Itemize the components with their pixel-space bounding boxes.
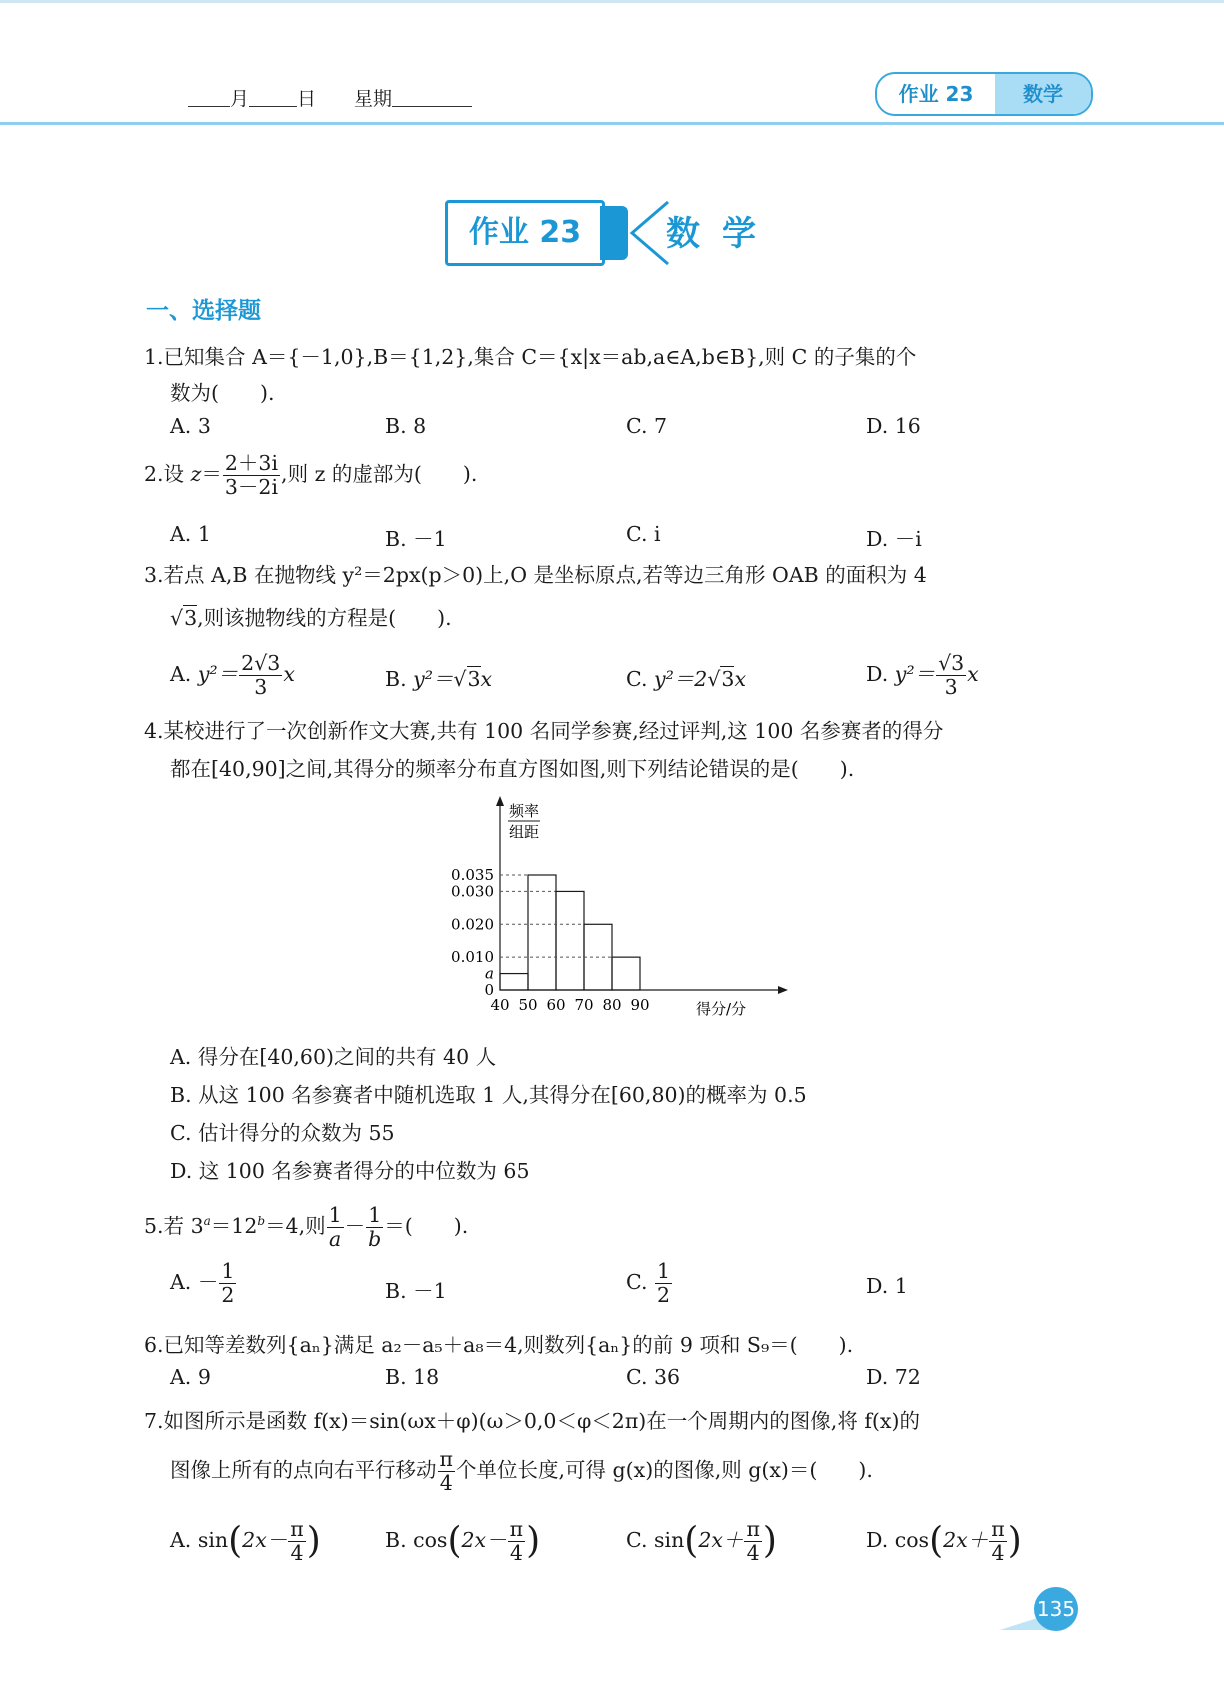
q5-c-num: 1 [657, 1259, 671, 1283]
page-number: 135 [1034, 1587, 1078, 1631]
q5-option-d: D. 1 [866, 1274, 908, 1298]
q5-sup-b: b [257, 1214, 266, 1229]
q4-line2: 都在[40,90]之间,其得分的频率分布直方图如图,则下列结论错误的是( ). [170, 757, 855, 781]
q3-c-label: C. [626, 667, 654, 691]
q3-d-var: x [967, 661, 979, 686]
q1-line2: 数为( ). [170, 381, 275, 405]
date-line [188, 84, 472, 111]
q7-a-lp: ( [228, 1520, 243, 1562]
q3-line1: 3.若点 A,B 在抛物线 y²＝2px(p＞0)上,O 是坐标原点,若等边三角形 OAB 的面积为 4 [144, 563, 927, 587]
q7-option-c [626, 1518, 777, 1565]
q7-d-lp: ( [929, 1520, 944, 1562]
q7-c-rp: ) [762, 1520, 777, 1562]
header-tag-subject: 数学 [995, 74, 1091, 114]
q5-a-frac [219, 1260, 236, 1307]
q6-option-c: C. 36 [626, 1365, 681, 1389]
title-subject: 数学 [666, 214, 778, 254]
q7-a-rp: ) [306, 1520, 321, 1562]
q7-b-four: 4 [509, 1540, 523, 1565]
q7-c-label: C. sin [626, 1527, 685, 1552]
weekday-blank [392, 106, 472, 107]
y-axis-arrow-icon [496, 796, 504, 806]
q3-option-a [170, 652, 295, 699]
q7-line2-den: 4 [439, 1470, 453, 1495]
q2-option-d: D. －i [866, 527, 922, 551]
day-blank [249, 106, 297, 107]
q2-eq: ＝ [201, 461, 222, 486]
x-axis-arrow-icon [778, 986, 788, 994]
histogram-chart [440, 790, 820, 1030]
month-label: 月 [230, 88, 250, 110]
q7-c-pi: π [746, 1517, 760, 1541]
q3-a-lhs: y²＝ [197, 661, 239, 686]
q7-c-frac [744, 1518, 761, 1565]
q2-stem [144, 452, 477, 499]
q4-line1: 4.某校进行了一次创新作文大赛,共有 100 名同学参赛,经过评判,这 100 名参赛者的得分 [144, 719, 944, 743]
q3-b-var: x [480, 667, 493, 691]
q5-post: ＝( ). [384, 1213, 469, 1238]
q3-option-d [866, 652, 979, 699]
q7-b-lp: ( [447, 1520, 462, 1562]
q7-c-in: 2x＋ [698, 1527, 744, 1552]
q1-option-a: A. 3 [170, 414, 211, 438]
q7-b-pi: π [509, 1517, 524, 1541]
q3-a-var: x [283, 661, 295, 686]
q7-a-in: 2x－ [242, 1527, 288, 1552]
q3-root: 3 [184, 606, 198, 630]
q3-d-num: √3 [938, 651, 965, 675]
q1-option-d: D. 16 [866, 414, 921, 438]
q5-f2-num: 1 [366, 1204, 383, 1228]
q2-var: z [190, 461, 202, 486]
q3-c-root: 3 [721, 667, 735, 691]
y-tick-label: a [485, 964, 494, 983]
q7-line2-frac [438, 1448, 455, 1495]
q5-option-a [170, 1260, 237, 1307]
q5-mid2: ＝4,则 [265, 1213, 326, 1238]
x-tick-label: 80 [602, 996, 622, 1014]
q4-option-a: A. 得分在[40,60)之间的共有 40 人 [170, 1045, 497, 1069]
q7-b-frac [508, 1518, 525, 1565]
q1-option-c: C. 7 [626, 414, 668, 438]
q7-option-b [385, 1518, 540, 1565]
q7-a-label: A. sin [170, 1527, 229, 1552]
title-badge: 作业 23 [445, 200, 605, 266]
y-tick-label: 0.030 [451, 882, 494, 901]
q7-line2-num: π [439, 1447, 453, 1471]
q7-b-in: 2x－ [461, 1527, 507, 1552]
q5-minus: － [344, 1213, 366, 1238]
q3-line2-text: ,则该抛物线的方程是( ). [197, 606, 452, 630]
histogram-bar [612, 957, 640, 990]
q7-a-four: 4 [290, 1540, 304, 1565]
q4-option-b: B. 从这 100 名参赛者中随机选取 1 人,其得分在[60,80)的概率为 0.5 [170, 1083, 807, 1107]
q7-a-pi: π [290, 1517, 304, 1541]
x-tick-label: 50 [518, 996, 538, 1014]
q2-option-c: C. i [626, 522, 661, 546]
q3-line2 [170, 601, 452, 631]
y-tick-label: 0.035 [451, 866, 494, 884]
y-label-top: 频率 [508, 802, 540, 820]
q5-sup-a: a [203, 1214, 211, 1229]
q7-line1: 7.如图所示是函数 f(x)＝sin(ωx＋φ)(ω＞0,0＜φ＜2π)在一个周期内的图像,将 f(x)的 [144, 1409, 920, 1433]
q6-option-a: A. 9 [170, 1365, 211, 1389]
q5-option-c [626, 1260, 673, 1307]
q6-option-d: D. 72 [866, 1365, 921, 1389]
q5-f1-num: 1 [328, 1203, 342, 1227]
sqrt-icon: √ [170, 606, 184, 630]
title-badge-tab [600, 206, 628, 260]
q1-option-b: B. 8 [385, 414, 427, 438]
y-tick-label: 0.010 [451, 948, 494, 967]
q5-c-label: C. [626, 1269, 654, 1294]
q5-a-num: 1 [221, 1259, 235, 1283]
q3-option-c [626, 662, 746, 692]
q7-c-four: 4 [746, 1540, 760, 1565]
q7-c-lp: ( [684, 1520, 699, 1562]
y-tick-label: 0 [484, 981, 494, 999]
q3-b-root: 3 [467, 667, 481, 691]
q3-d-label: D. [866, 661, 895, 686]
q5-c-den: 2 [657, 1282, 671, 1307]
x-tick-label: 90 [630, 996, 650, 1014]
q3-a-frac [239, 652, 282, 699]
q3-d-lhs: y²＝ [894, 661, 936, 686]
header-tag-assignment: 作业 23 [898, 82, 974, 106]
q3-a-den: 3 [254, 674, 268, 699]
y-tick-label: 0.020 [451, 915, 494, 934]
q4-option-d: D. 这 100 名参赛者得分的中位数为 65 [170, 1159, 530, 1183]
q3-b-lhs: y²＝ [413, 667, 454, 691]
day-label: 日 [297, 88, 317, 110]
q2-fraction [223, 452, 280, 499]
q3-c-var: x [734, 667, 747, 691]
q7-b-rp: ) [526, 1520, 541, 1562]
q7-line2-post: 个单位长度,可得 g(x)的图像,则 g(x)＝( ). [455, 1457, 873, 1482]
header-rule [0, 122, 1224, 125]
weekday-label: 星期 [354, 88, 393, 110]
q2-option-b: B. －1 [385, 527, 447, 551]
q3-a-label: A. [170, 661, 198, 686]
q6-stem: 6.已知等差数列{aₙ}满足 a₂－a₅＋a₈＝4,则数列{aₙ}的前 9 项和 S₉＝( ). [144, 1333, 854, 1357]
q7-d-frac [989, 1518, 1006, 1565]
q3-d-frac [936, 652, 966, 699]
histogram-bar [556, 891, 584, 990]
q3-option-b [385, 662, 492, 692]
sqrt-icon: √ [707, 667, 721, 691]
y-label-bottom: 组距 [508, 823, 540, 841]
q7-d-rp: ) [1007, 1520, 1022, 1562]
q1-line1: 1.已知集合 A＝{－1,0},B＝{1,2},集合 C＝{x|x＝ab,a∈A,b∈B},则 C 的子集的个 [144, 345, 917, 369]
header-tag [875, 72, 1093, 116]
x-tick-label: 40 [490, 996, 510, 1014]
month-blank [188, 106, 230, 107]
q7-b-label: B. cos [385, 1527, 448, 1552]
q5-option-b: B. －1 [385, 1279, 447, 1303]
q4-option-c: C. 估计得分的众数为 55 [170, 1121, 395, 1145]
x-axis-label: 得分/分 [696, 1000, 747, 1018]
q7-line2 [170, 1448, 873, 1495]
sqrt-icon: √ [453, 667, 467, 691]
q5-mid: ＝12 [210, 1213, 258, 1238]
histogram-bar [528, 875, 556, 990]
q5-frac1 [327, 1204, 344, 1251]
q2-num: 2＋3i [224, 451, 279, 475]
q2-post: ,则 z 的虚部为( ). [281, 461, 478, 486]
q3-d-den: 3 [944, 674, 958, 699]
q5-frac2 [366, 1204, 383, 1251]
q5-c-frac [655, 1260, 672, 1307]
q7-a-frac [288, 1518, 305, 1565]
q3-c-lhs: y²＝2 [654, 667, 708, 691]
histogram-bar [500, 974, 528, 990]
section-heading: 一、选择题 [146, 298, 261, 324]
q7-d-four: 4 [991, 1540, 1005, 1565]
q5-pre: 5.若 3 [144, 1213, 204, 1238]
q2-pre: 2.设 [144, 461, 191, 486]
q5-f1-den: a [329, 1226, 342, 1251]
q7-d-in: 2x＋ [943, 1527, 989, 1552]
q5-a-label: A. － [170, 1269, 219, 1294]
q5-f2-den: b [368, 1226, 382, 1251]
q2-den: 3－2i [224, 474, 279, 499]
q7-line2-pre: 图像上所有的点向右平行移动 [170, 1457, 437, 1482]
q5-a-den: 2 [221, 1282, 235, 1307]
top-edge-line [0, 0, 1224, 3]
q5-stem [144, 1204, 468, 1251]
q3-a-num: 2√3 [241, 651, 281, 675]
q7-option-a [170, 1518, 321, 1565]
x-tick-label: 60 [546, 996, 566, 1014]
q3-b-label: B. [385, 667, 414, 691]
q7-d-pi: π [991, 1517, 1005, 1541]
x-tick-label: 70 [574, 996, 594, 1014]
q2-option-a: A. 1 [170, 522, 211, 546]
q6-option-b: B. 18 [385, 1365, 440, 1389]
q7-d-label: D. cos [866, 1527, 930, 1552]
q7-option-d [866, 1518, 1022, 1565]
